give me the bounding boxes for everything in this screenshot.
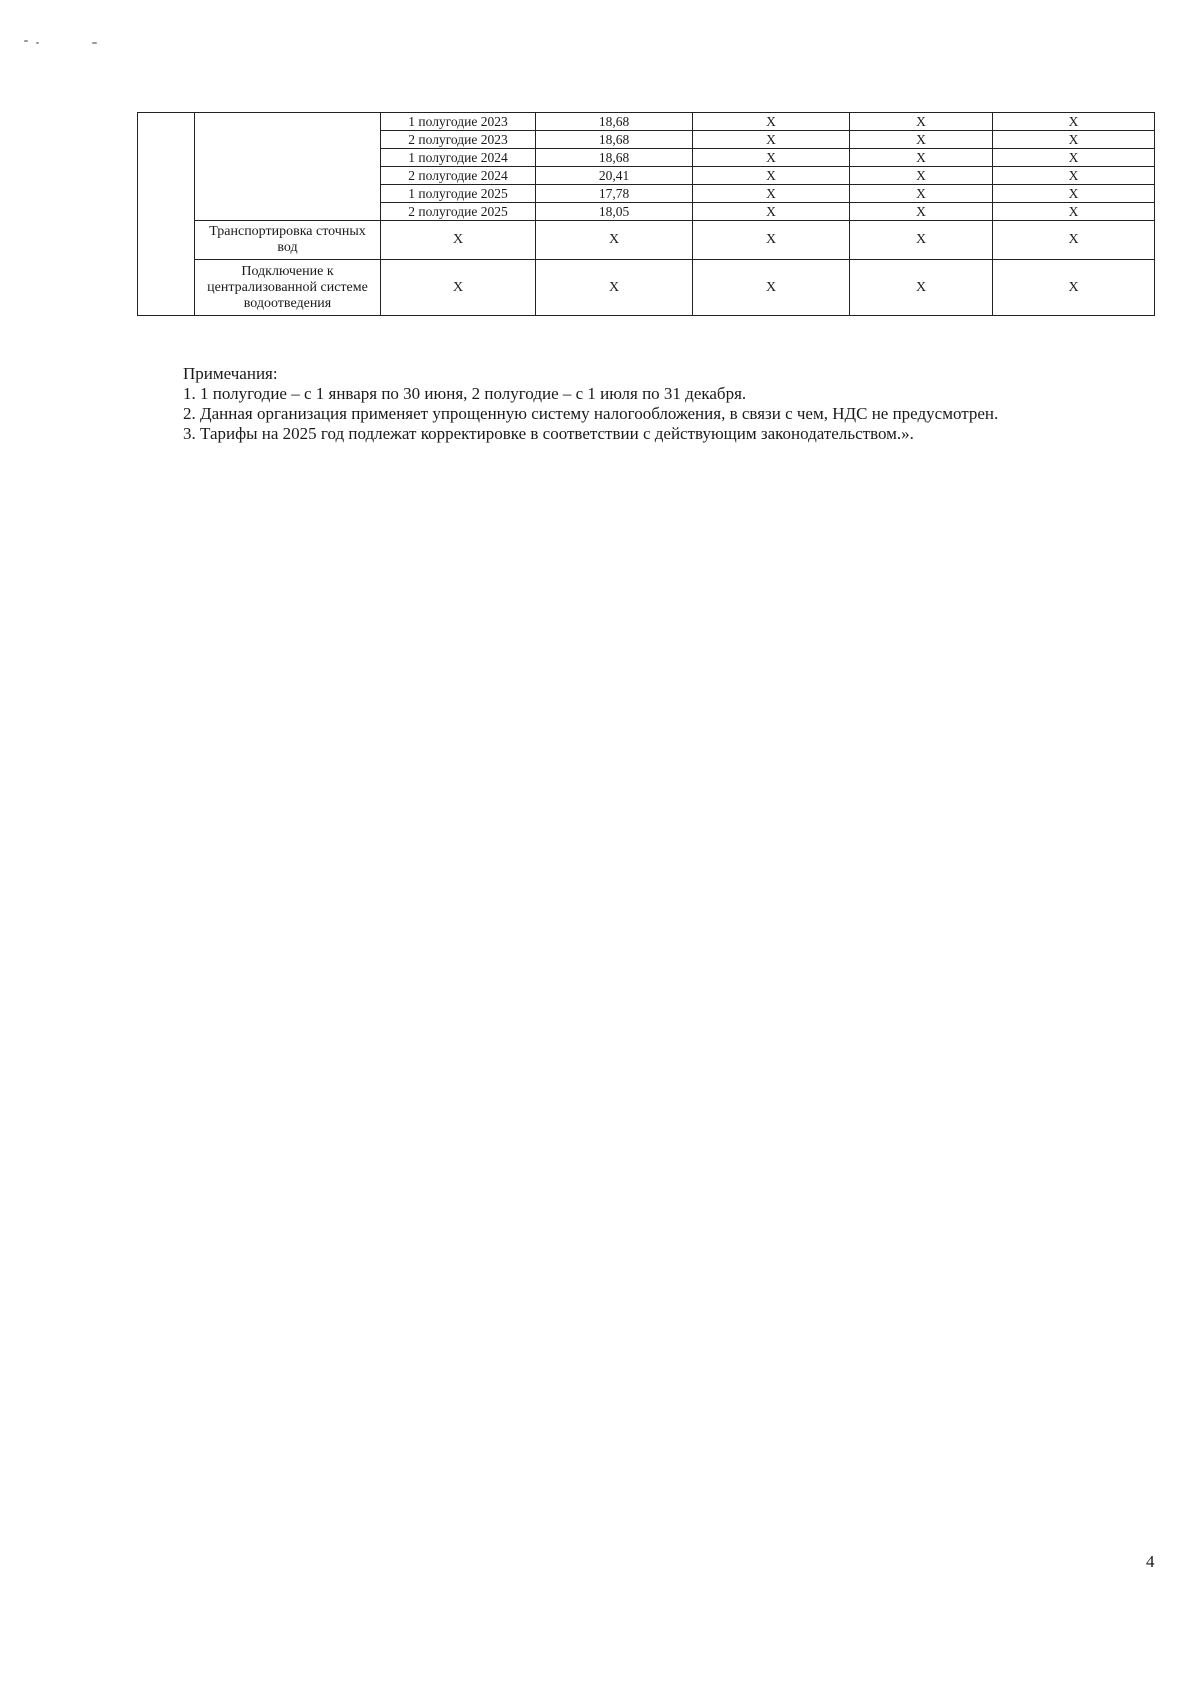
scan-speck xyxy=(92,42,97,44)
x-cell: Х xyxy=(993,221,1155,260)
notes-heading: Примечания: xyxy=(183,364,278,383)
x-cell: Х xyxy=(693,185,850,203)
table-row-period xyxy=(138,113,1155,131)
period-label: 2 полугодие 2024 xyxy=(381,167,536,185)
x-cell: Х xyxy=(693,260,850,316)
connection-label: Подключение к централизованной системе водоотведения xyxy=(195,260,381,316)
tariff-value: 18,68 xyxy=(536,131,693,149)
transport-label: Транспортировка сточных вод xyxy=(195,221,381,260)
x-cell: Х xyxy=(850,149,993,167)
period-label: 1 полугодие 2024 xyxy=(381,149,536,167)
service-blank-cell xyxy=(195,113,381,221)
x-cell: Х xyxy=(850,260,993,316)
note-item: 2. Данная организация применяет упрощенную систему налогообложения, в связи с чем, НДС не предусмотрен. xyxy=(183,404,999,423)
x-cell: Х xyxy=(850,185,993,203)
x-cell: Х xyxy=(381,260,536,316)
tariff-value: 17,78 xyxy=(536,185,693,203)
x-cell: Х xyxy=(381,221,536,260)
tariff-value: 18,05 xyxy=(536,203,693,221)
x-cell: Х xyxy=(850,131,993,149)
x-cell: Х xyxy=(993,185,1155,203)
x-cell: Х xyxy=(850,113,993,131)
notes-section xyxy=(183,364,1163,444)
x-cell: Х xyxy=(993,149,1155,167)
scan-speck xyxy=(24,40,28,42)
x-cell: Х xyxy=(693,167,850,185)
x-cell: Х xyxy=(993,167,1155,185)
x-cell: Х xyxy=(993,113,1155,131)
tariff-value: 20,41 xyxy=(536,167,693,185)
page-number: 4 xyxy=(1146,1552,1155,1571)
x-cell: Х xyxy=(693,221,850,260)
x-cell: Х xyxy=(993,260,1155,316)
x-cell: Х xyxy=(850,167,993,185)
x-cell: Х xyxy=(693,113,850,131)
table-row-connection xyxy=(138,260,1155,316)
tariff-table xyxy=(137,112,1155,316)
tariff-value: 18,68 xyxy=(536,113,693,131)
period-label: 2 полугодие 2023 xyxy=(381,131,536,149)
period-label: 2 полугодие 2025 xyxy=(381,203,536,221)
x-cell: Х xyxy=(850,221,993,260)
x-cell: Х xyxy=(693,131,850,149)
table-row-transport xyxy=(138,221,1155,260)
x-cell: Х xyxy=(850,203,993,221)
x-cell: Х xyxy=(993,203,1155,221)
note-item: 3. Тарифы на 2025 год подлежат корректировке в соответствии с действующим законодательством.». xyxy=(183,424,914,443)
tariff-value: 18,68 xyxy=(536,149,693,167)
x-cell: Х xyxy=(536,260,693,316)
x-cell: Х xyxy=(693,149,850,167)
note-item: 1. 1 полугодие – с 1 января по 30 июня, 2 полугодие – с 1 июля по 31 декабря. xyxy=(183,384,747,403)
x-cell: Х xyxy=(993,131,1155,149)
period-label: 1 полугодие 2023 xyxy=(381,113,536,131)
scan-speck xyxy=(36,42,39,44)
row-group-blank-cell xyxy=(138,113,195,316)
x-cell: Х xyxy=(693,203,850,221)
x-cell: Х xyxy=(536,221,693,260)
period-label: 1 полугодие 2025 xyxy=(381,185,536,203)
